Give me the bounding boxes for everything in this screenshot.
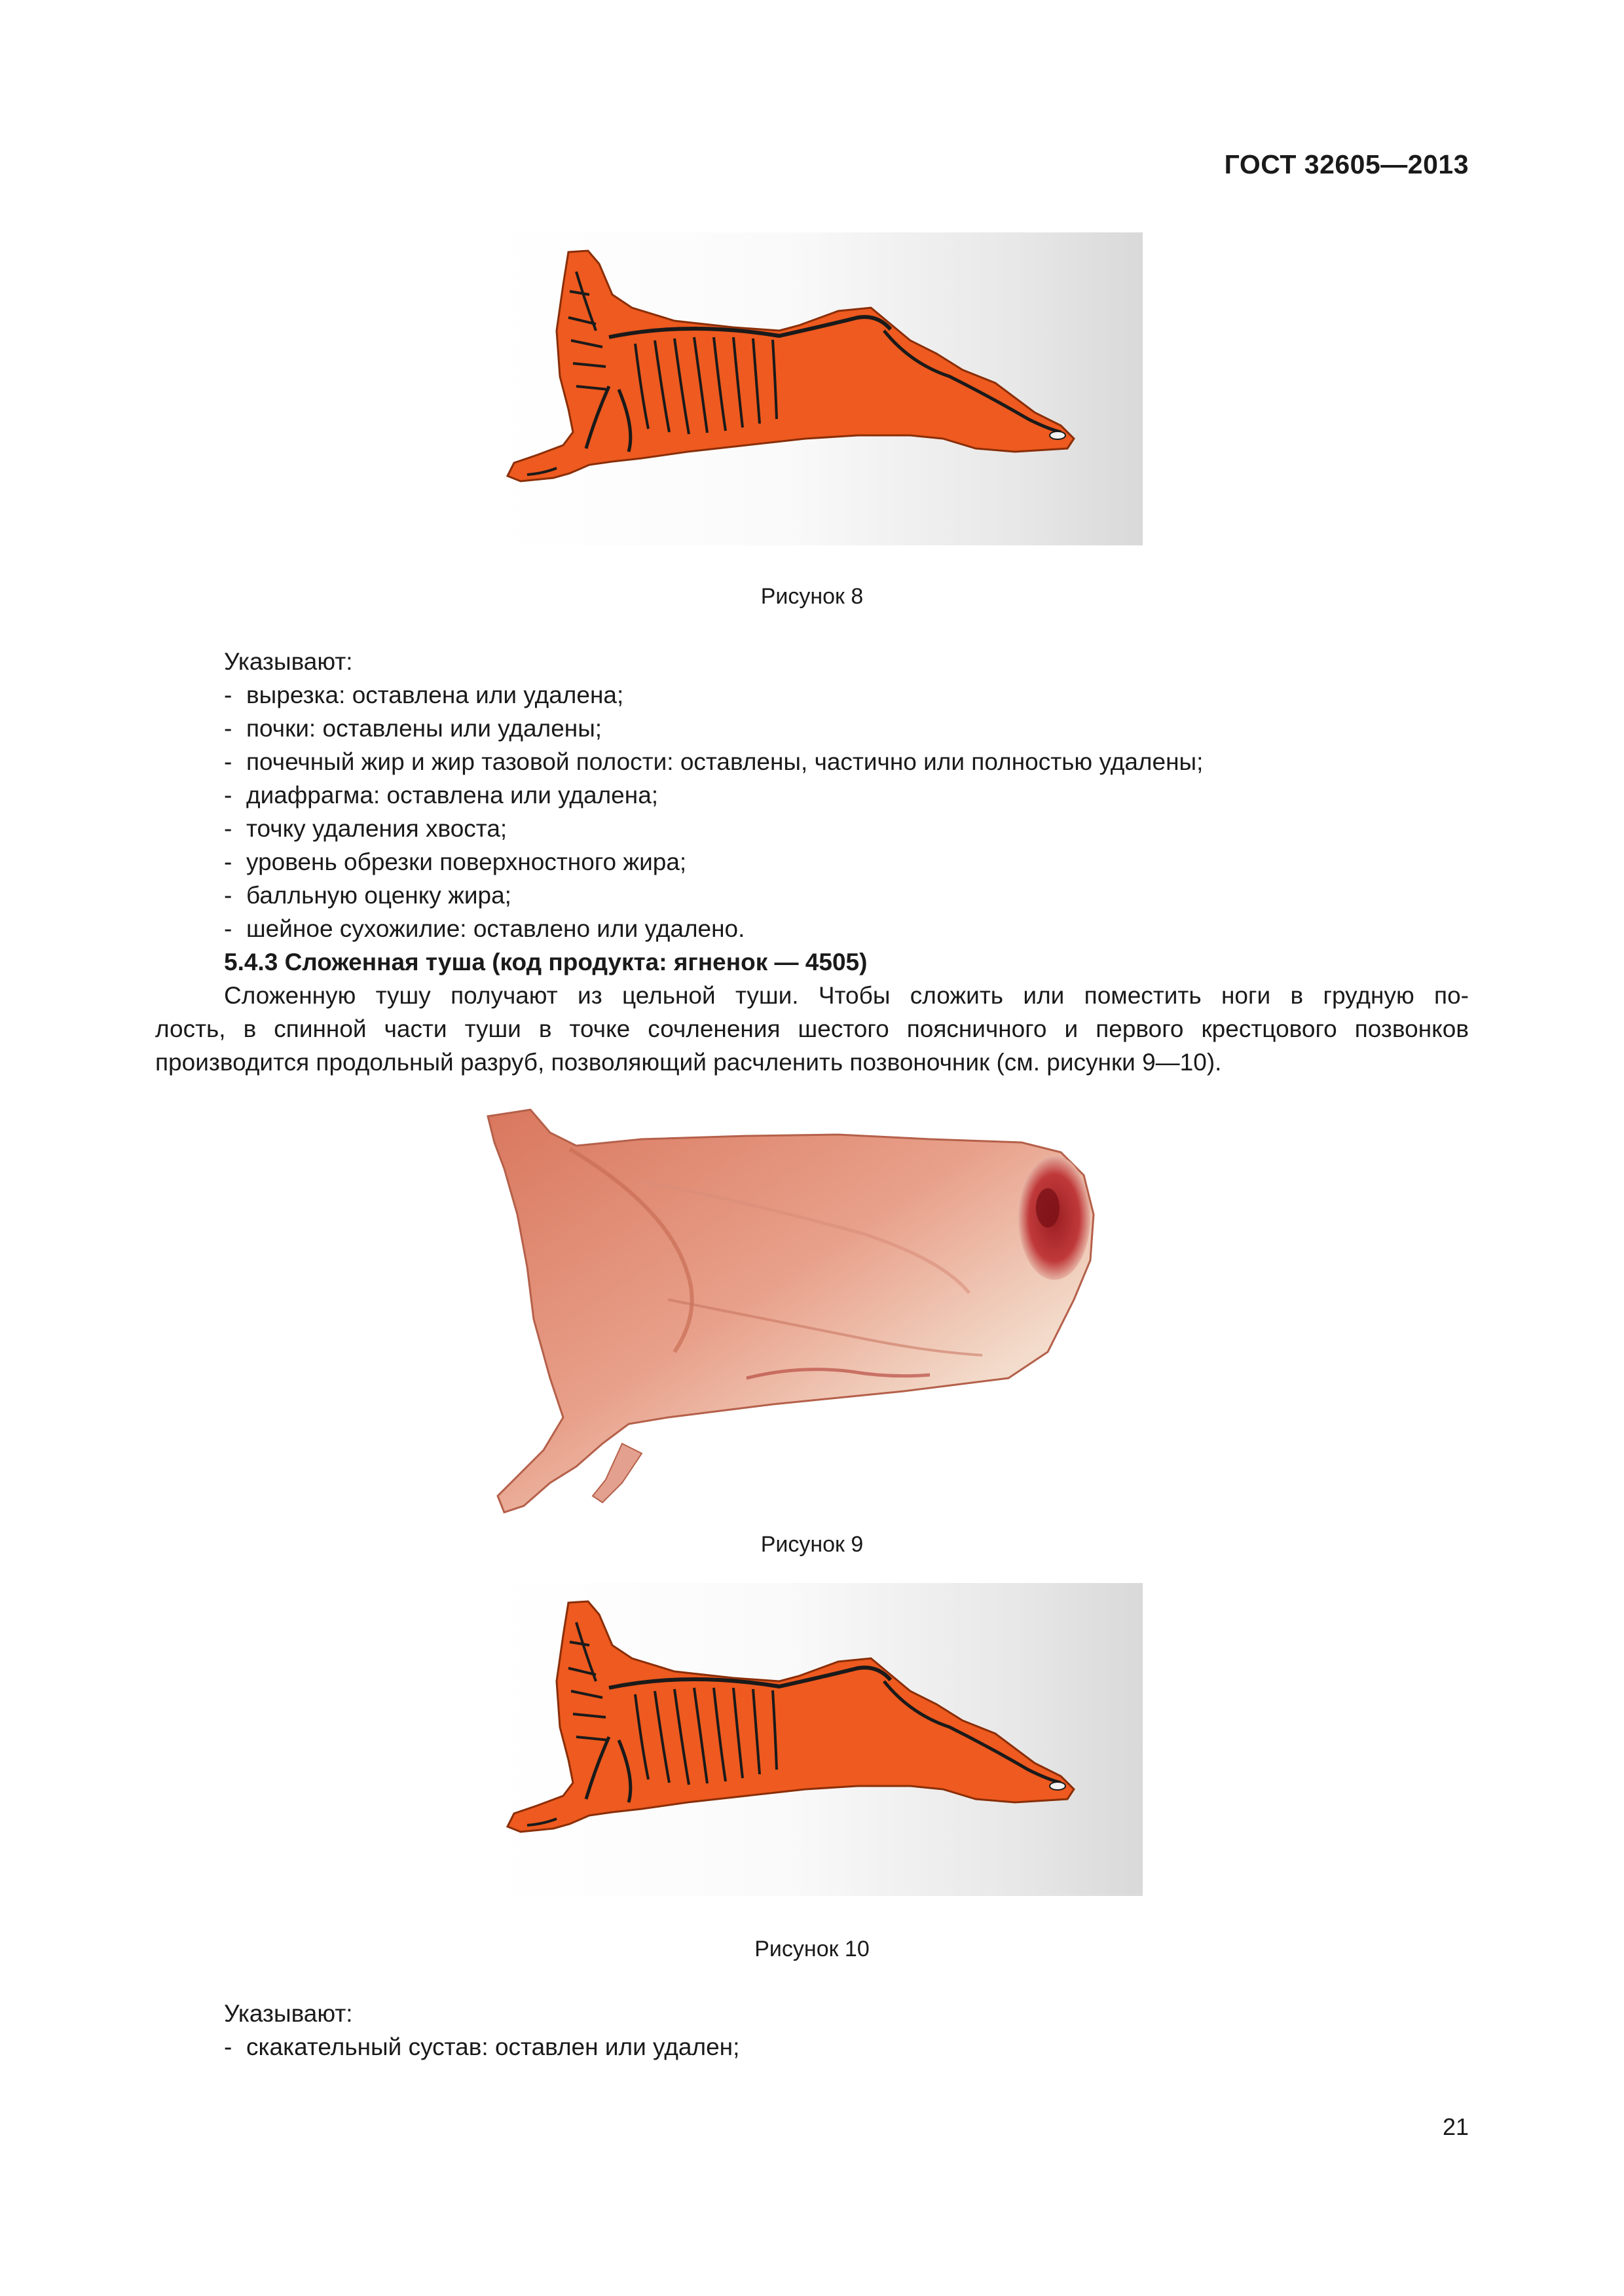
lamb-carcass-skeleton-icon xyxy=(491,232,1143,545)
list-item: - точку удаления хвоста; xyxy=(224,815,507,842)
list-item: - диафрагма: оставлена или удалена; xyxy=(224,782,659,809)
paragraph-first-line: Сложенную тушу получают из цельной туши. Чтобы сложить или поместить ноги в грудную по- xyxy=(224,982,1469,1009)
list-item: - шейное сухожилие: оставлено или удалено. xyxy=(224,915,745,942)
list-item: - балльную оценку жира; xyxy=(224,882,511,909)
section-1-intro: Указывают: xyxy=(224,648,353,675)
figure-10-caption: Рисунок 10 xyxy=(754,1937,870,1961)
list-item: - скакательный сустав: оставлен или удален; xyxy=(224,2033,740,2060)
section-1 xyxy=(155,645,1469,1079)
figure-9-caption: Рисунок 9 xyxy=(760,1532,864,1557)
figure-9-folded-carcass-photo xyxy=(471,1103,1153,1522)
folded-lamb-carcass-icon xyxy=(471,1103,1153,1522)
lamb-carcass-skeleton-icon xyxy=(491,1583,1143,1896)
section-2 xyxy=(155,1997,1469,2064)
list-item: - почки: оставлены или удалены; xyxy=(224,715,602,742)
list-item: - уровень обрезки поверхностного жира; xyxy=(224,848,687,875)
figure-8-carcass-diagram xyxy=(491,232,1143,545)
figure-10-carcass-diagram xyxy=(491,1583,1143,1896)
section-2-intro: Указывают: xyxy=(224,2000,353,2027)
page-number: 21 xyxy=(1442,2113,1469,2140)
document-code-header: ГОСТ 32605—2013 xyxy=(1224,149,1469,179)
paragraph-rest: лость, в спинной части туши в точке сочленения шестого поясничного и первого крестцового позвонков производится продольный разруб, позволяющий расчленить позвоночник (см. рисунки 9—10). xyxy=(155,1015,1469,1076)
list-item: - почечный жир и жир тазовой полости: оставлены, частично или полностью удалены; xyxy=(224,748,1204,775)
subsection-heading: 5.4.3 Сложенная туша (код продукта: ягненок — 4505) xyxy=(224,949,868,975)
figure-8-caption: Рисунок 8 xyxy=(760,584,864,609)
list-item: - вырезка: оставлена или удалена; xyxy=(224,682,624,708)
